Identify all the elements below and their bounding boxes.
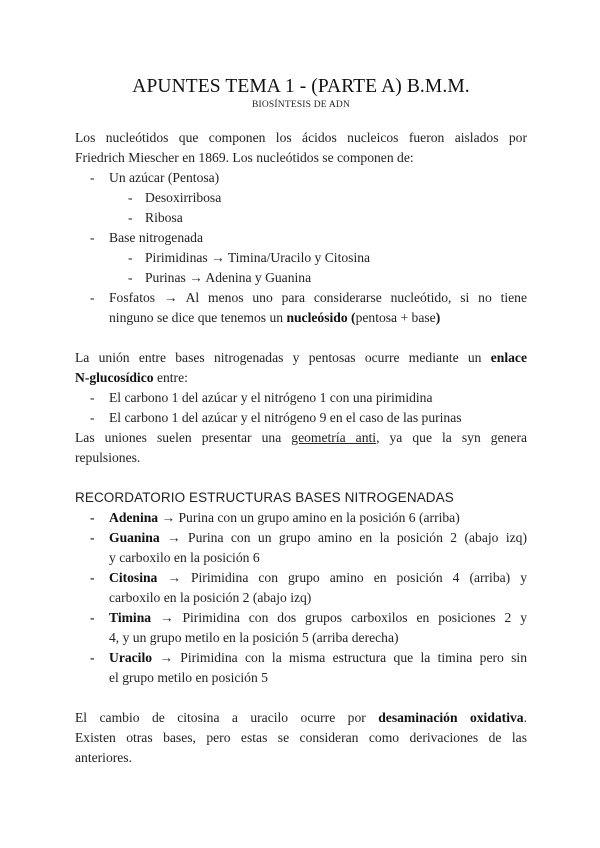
closing-line-3: anteriores.: [75, 750, 132, 765]
bullet-dash: -: [90, 390, 95, 405]
section-heading: RECORDATORIO ESTRUCTURAS BASES NITROGENADAS: [75, 490, 454, 505]
list-item-purines: [75, 268, 527, 288]
list-item-ribose: [75, 208, 527, 228]
bullet-dash: -: [128, 250, 133, 265]
bullet-dash: -: [90, 230, 95, 245]
closing-paragraph: [75, 708, 527, 768]
anti-paragraph: [75, 428, 527, 468]
anti-line-1: [75, 428, 527, 448]
list-item-adenina: [75, 508, 527, 528]
citosina-line-1: [109, 568, 527, 588]
timina-name: Timina: [109, 610, 152, 625]
bond-paragraph: [75, 348, 527, 388]
list-item-base: [75, 228, 527, 248]
list-item-label: Base nitrogenada: [109, 230, 203, 245]
list-item-citosina: [75, 568, 527, 608]
bond-line-1: [75, 348, 527, 368]
adenina-line: [109, 510, 460, 525]
list-item-guanina: [75, 528, 527, 568]
guanina-text: → Purina con un grupo amino en la posición 2 (abajo izq): [159, 530, 527, 545]
bond-text: La unión entre bases nitrogenadas y pentosas ocurre mediante un: [75, 350, 491, 365]
uracilo-line-2: el grupo metilo en posición 5: [109, 670, 268, 685]
guanina-line-1: [109, 528, 527, 548]
bullet-dash: -: [90, 570, 95, 585]
bond-text: entre:: [153, 370, 188, 385]
timina-line-1: [109, 608, 527, 628]
list-item-label: Desoxirribosa: [145, 190, 222, 205]
bullet-dash: -: [128, 270, 133, 285]
bullet-dash: -: [128, 210, 133, 225]
anti-line-2: repulsiones.: [75, 450, 141, 465]
list-item-label: Pirimidinas → Timina/Uracilo y Citosina: [145, 250, 371, 265]
citosina-text: → Pirimidina con grupo amino en posición 4 (arriba) y: [157, 570, 527, 585]
list-item-pyrimidine-bond: [75, 388, 527, 408]
uracilo-text: → Pirimidina con la misma estructura que la timina pero sin: [152, 650, 527, 665]
closing-text: El cambio de citosina a uracilo ocurre por: [75, 710, 379, 725]
bases-list: [75, 508, 527, 688]
nucleoside-definition: pentosa + base: [355, 310, 436, 325]
bullet-dash: -: [90, 410, 95, 425]
guanina-line-2: y carboxilo en la posición 6: [109, 550, 260, 565]
list-item-deoxyribose: [75, 188, 527, 208]
citosina-line-2: carboxilo en la posición 2 (abajo izq): [109, 590, 312, 605]
deamination-term: desaminación oxidativa: [378, 710, 524, 725]
bullet-dash: -: [90, 650, 95, 665]
bullet-dash: -: [90, 170, 95, 185]
components-list: [75, 168, 527, 328]
intro-line-1: Los nucleótidos que componen los ácidos nucleicos fueron aislados por: [75, 130, 527, 145]
closing-line-1: [75, 708, 527, 728]
adenina-name: Adenina: [109, 510, 159, 525]
anti-text: , ya que la syn genera: [376, 430, 528, 445]
list-item-label: El carbono 1 del azúcar y el nitrógeno 9 en el caso de las purinas: [109, 410, 462, 425]
document-subtitle: BIOSÍNTESIS DE ADN: [251, 100, 351, 110]
closing-line-2: Existen otras bases, pero estas se consideran como derivaciones de las: [75, 730, 527, 745]
list-item-label: Ribosa: [145, 210, 183, 225]
list-item-uracilo: [75, 648, 527, 688]
anti-geometry-term: geometría anti: [291, 430, 377, 445]
list-item-label: El carbono 1 del azúcar y el nitrógeno 1 con una pirimidina: [109, 390, 433, 405]
closing-paren: ): [435, 310, 441, 325]
bullet-dash: -: [90, 530, 95, 545]
list-item-label: Purinas → Adenina y Guanina: [145, 270, 312, 285]
bullet-dash: -: [90, 510, 95, 525]
bond-line-2: [75, 368, 527, 388]
timina-text: → Pirimidina con dos grupos carboxilos en posiciones 2 y: [151, 610, 527, 625]
list-item-purine-bond: [75, 408, 527, 428]
bond-term-2: N-glucosídico: [75, 370, 154, 385]
phosphates-text: ninguno se dice que tenemos un: [109, 310, 287, 325]
bullet-dash: -: [90, 290, 95, 305]
list-item-phosphates: [75, 288, 527, 328]
bullet-dash: -: [128, 190, 133, 205]
phosphates-line-2: [109, 308, 527, 328]
uracilo-name: Uracilo: [109, 650, 153, 665]
bond-list: [75, 388, 527, 428]
list-item-label: Un azúcar (Pentosa): [109, 170, 220, 185]
nucleoside-term: nucleósido (: [286, 310, 356, 325]
intro-paragraph: [75, 128, 527, 168]
guanina-name: Guanina: [109, 530, 160, 545]
bond-term-1: enlace: [490, 350, 527, 365]
adenina-text: → Purina con un grupo amino en la posición 6 (arriba): [158, 510, 460, 525]
list-item-timina: [75, 608, 527, 648]
intro-line-2: Friedrich Miescher en 1869. Los nucleótidos se componen de:: [75, 150, 414, 165]
phosphates-line-1: Fosfatos → Al menos uno para considerarse nucleótido, si no tiene: [109, 290, 527, 305]
list-item-sugar: [75, 168, 527, 188]
uracilo-line-1: [109, 648, 527, 668]
anti-text: Las uniones suelen presentar una: [75, 430, 292, 445]
timina-line-2: 4, y un grupo metilo en la posición 5 (arriba derecha): [109, 630, 399, 645]
list-item-pyrimidines: [75, 248, 527, 268]
document-title: APUNTES TEMA 1 - (PARTE A) B.M.M.: [132, 76, 470, 97]
closing-period: .: [523, 710, 527, 725]
citosina-name: Citosina: [109, 570, 158, 585]
bullet-dash: -: [90, 610, 95, 625]
